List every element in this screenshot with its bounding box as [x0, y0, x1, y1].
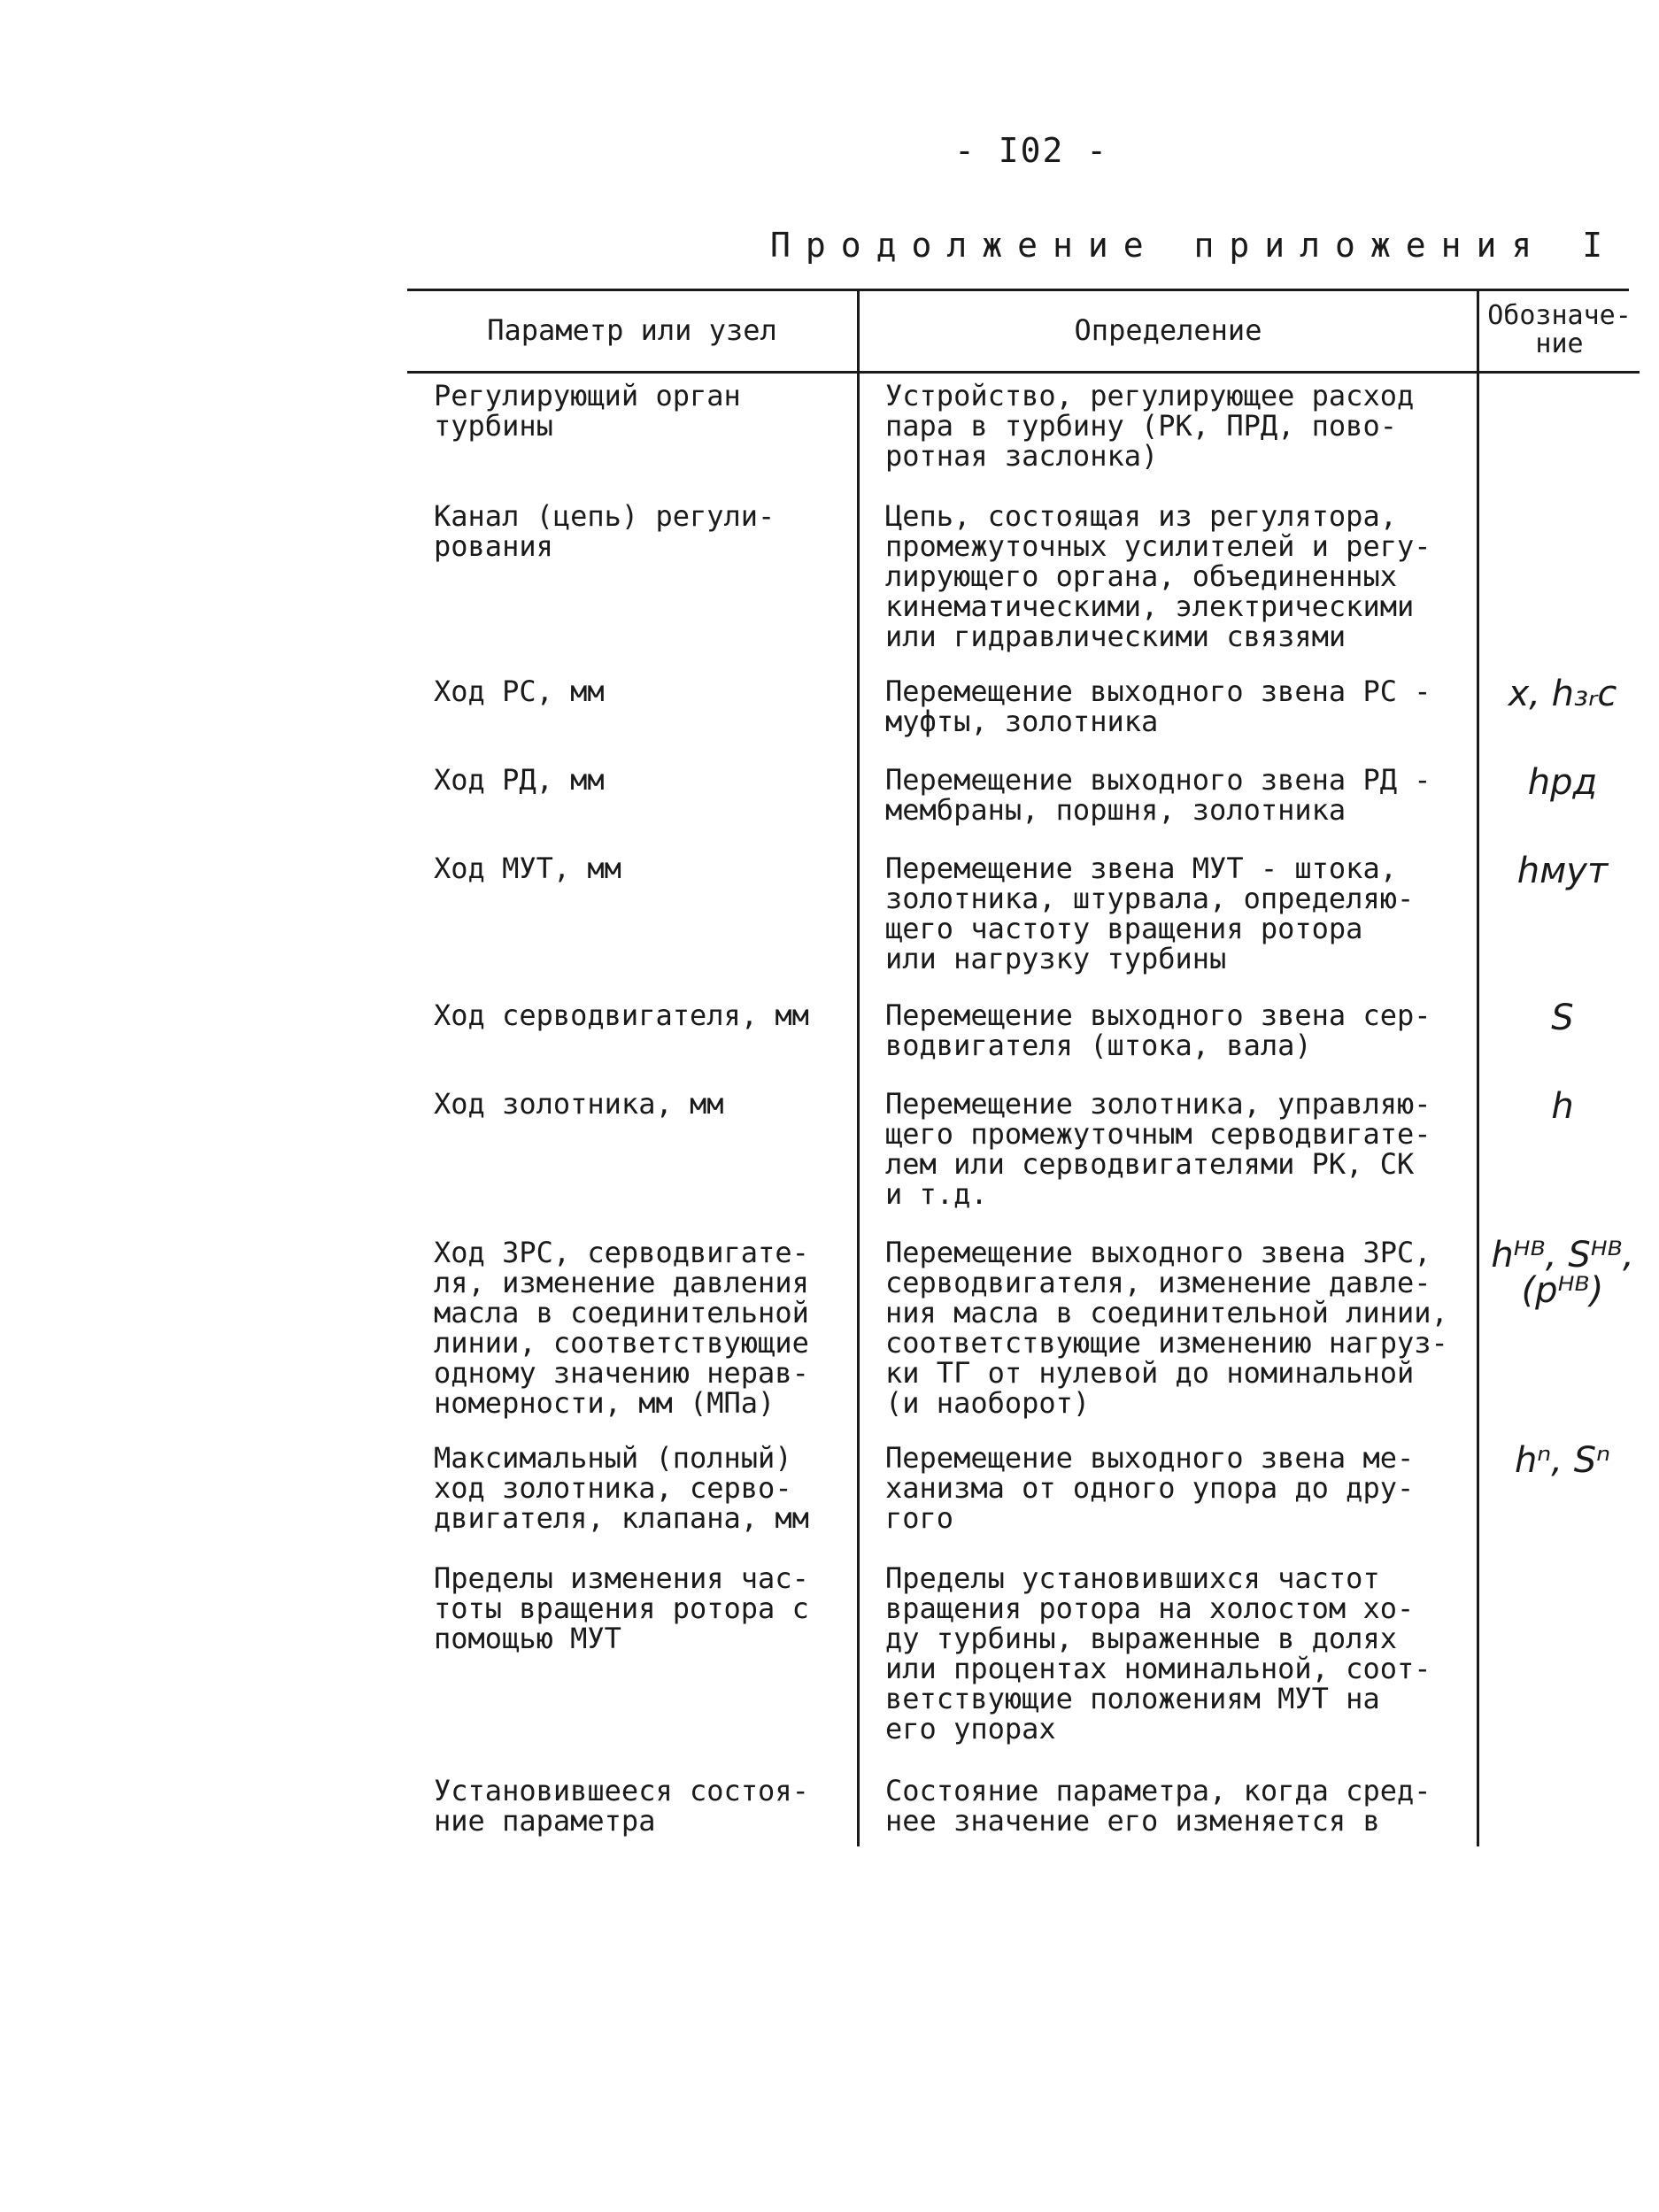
- row-parameter: Ход ЗРС, серводвигате- ля, изменение давления масла в соединительной линии, соответствующие одному значению нерав- номерности, мм (МПа): [434, 1236, 809, 1420]
- row-parameter: Ход РД, мм: [434, 763, 605, 797]
- header-parameter: Параметр или узел: [487, 312, 777, 347]
- row-symbol: [1477, 1776, 1640, 1846]
- table-row: [407, 1237, 1640, 1443]
- row-parameter: Канал (цепь) регули- рования: [434, 499, 775, 563]
- table-row: [407, 1440, 1640, 1563]
- row-symbol: S: [1551, 998, 1574, 1038]
- row-definition: Перемещение звена МУТ - штока, золотника, штурвала, определяю- щего частоту вращения ротора или нагрузку турбины: [885, 852, 1415, 975]
- table-row: [407, 381, 1640, 501]
- table-row: [407, 1086, 1640, 1237]
- table-row: [407, 1563, 1640, 1776]
- header-symbol: Обозначе- ние: [1487, 299, 1632, 359]
- header-definition: Определение: [1074, 312, 1262, 347]
- row-definition: Пределы установившихся частот вращения ротора на холостом хо- ду турбины, выраженные в долях или процентах номинальной, соот- ветствующие положениям МУТ на его упорах: [885, 1561, 1431, 1746]
- row-parameter: Ход МУТ, мм: [434, 852, 621, 885]
- table-row: [407, 1776, 1640, 1846]
- row-symbol: hⁿ, Sⁿ: [1514, 1440, 1611, 1481]
- row-parameter: Ход РС, мм: [434, 674, 605, 708]
- continuation-title: Продолжение приложения I: [770, 226, 1618, 265]
- row-symbol: [1477, 381, 1640, 501]
- row-parameter: Ход серводвигателя, мм: [434, 998, 809, 1032]
- row-parameter: Максимальный (полный) ход золотника, серво- двигателя, клапана, мм: [434, 1441, 809, 1535]
- row-definition: Цепь, состоящая из регулятора, промежуточных усилителей и регу- лирующего органа, объединенных кинематическими, электрическими или гидравлическими связями: [885, 499, 1431, 653]
- row-symbol: x, h₃ᵣc: [1508, 674, 1617, 714]
- row-definition: Перемещение выходного звена ЗРС, серводвигателя, изменение давле- ния масла в соединительной линии, соответствующие изменению нагруз- ки ТГ от нулевой до номинальной (и наоборот): [885, 1236, 1448, 1420]
- row-definition: Перемещение выходного звена РС - муфты, золотника: [885, 674, 1431, 738]
- row-definition: Состояние параметра, когда сред- нее значение его изменяется в: [885, 1774, 1431, 1838]
- table-row: [407, 501, 1640, 676]
- row-symbol: hрд: [1527, 762, 1598, 803]
- row-symbol: hᴴᴮ, Sᴴᴮ, (pᴴᴮ): [1491, 1235, 1634, 1311]
- page-number: - I02 -: [954, 131, 1109, 170]
- row-definition: Перемещение золотника, управляю- щего промежуточным серводвигате- лем или серводвигателями РК, СК и т.д.: [885, 1087, 1431, 1211]
- table-row: [407, 853, 1640, 1000]
- row-symbol: hмут: [1516, 851, 1609, 891]
- table-header-rule: [407, 371, 1640, 374]
- row-symbol: h: [1551, 1086, 1574, 1127]
- table-row: [407, 1000, 1640, 1089]
- table-row: [407, 676, 1640, 765]
- row-symbol: [1477, 1563, 1640, 1776]
- row-definition: Перемещение выходного звена сер- водвигателя (штока, вала): [885, 998, 1431, 1062]
- table-body: [407, 381, 1640, 1846]
- row-definition: Перемещение выходного звена РД - мембраны, поршня, золотника: [885, 763, 1431, 827]
- row-parameter: Установившееся состоя- ние параметра: [434, 1774, 809, 1838]
- row-symbol: [1477, 501, 1640, 676]
- row-definition: Перемещение выходного звена ме- ханизма от одного упора до дру- гого: [885, 1441, 1415, 1535]
- row-definition: Устройство, регулирующее расход пара в турбину (РК, ПРД, пово- ротная заслонка): [885, 379, 1415, 473]
- row-parameter: Ход золотника, мм: [434, 1087, 724, 1121]
- row-parameter: Пределы изменения час- тоты вращения ротора с помощью МУТ: [434, 1561, 809, 1655]
- table-row: [407, 762, 1640, 853]
- row-parameter: Регулирующий орган турбины: [434, 379, 741, 443]
